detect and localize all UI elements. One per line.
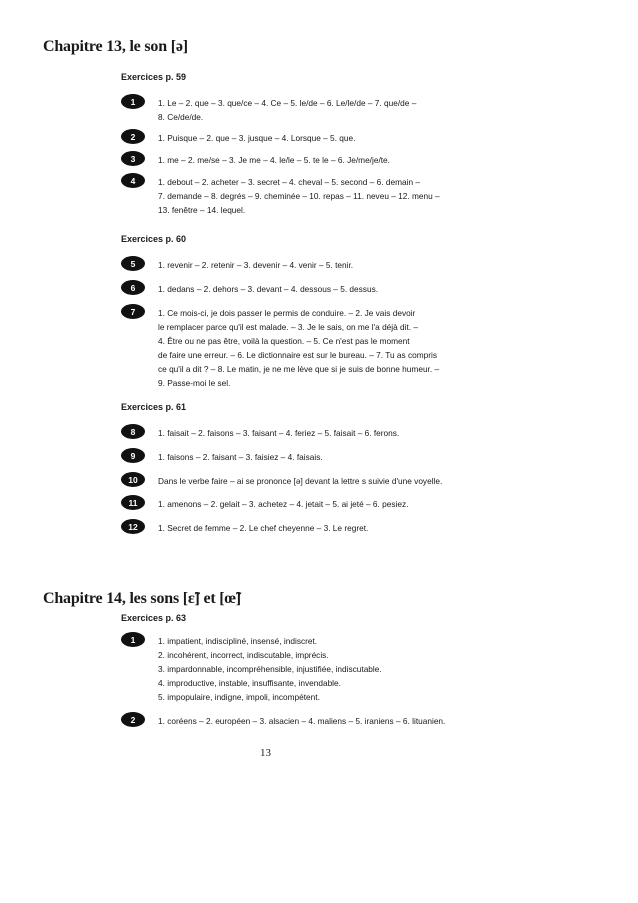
- answer-line: 4. improductive, instable, insuffisante, invendable.: [158, 678, 341, 688]
- exercise-14-2: [121, 714, 521, 728]
- chapter-14-title: Chapitre 14, les sons [ɛ̃] et [œ̃]: [43, 590, 241, 607]
- answer-line: 1. revenir – 2. retenir – 3. devenir – 4. venir – 5. tenir.: [158, 260, 354, 270]
- answer-line: 1. faisons – 2. faisant – 3. faisiez – 4. faisais.: [158, 452, 323, 462]
- exercise-answer: [158, 426, 399, 440]
- answer-line: 3. impardonnable, incompréhensible, injustifiée, indiscutable.: [158, 664, 382, 674]
- exercise-answer: [158, 474, 442, 488]
- section-heading-p60: Exercices p. 60: [121, 234, 187, 244]
- exercise-13-11: [121, 497, 521, 511]
- answer-line: 1. Le – 2. que – 3. que/ce – 4. Ce – 5. le/de – 6. Le/le/de – 7. que/de –: [158, 98, 417, 108]
- answer-line: ce qu'il a dit ? – 8. Le matin, je ne me lève que si je suis de bonne humeur. –: [158, 364, 440, 374]
- answer-line: 4. Être ou ne pas être, voilà la question. – 5. Ce n'est pas le moment: [158, 336, 410, 346]
- section-heading-p63: Exercices p. 63: [121, 613, 187, 623]
- exercise-13-4: [121, 175, 521, 217]
- answer-line: 1. coréens – 2. européen – 3. alsacien – 4. maliens – 5. iraniens – 6. lituanien.: [158, 716, 446, 726]
- exercise-answer: [158, 306, 439, 390]
- exercise-answer: [158, 634, 382, 704]
- exercise-number-badge: 5: [121, 256, 145, 271]
- exercise-answer: [158, 450, 323, 464]
- exercise-answer: [158, 282, 378, 296]
- answer-line: 1. Puisque – 2. que – 3. jusque – 4. Lorsque – 5. que.: [158, 133, 356, 143]
- exercise-13-10: [121, 474, 521, 488]
- answer-line: 1. Ce mois-ci, je dois passer le permis de conduire. – 2. Je vais devoir: [158, 308, 416, 318]
- answer-line: 1. dedans – 2. dehors – 3. devant – 4. dessous – 5. dessus.: [158, 284, 379, 294]
- exercise-13-2: [121, 131, 521, 145]
- exercise-14-1: [121, 634, 521, 704]
- exercise-number-badge: 7: [121, 304, 145, 319]
- exercise-13-7: [121, 306, 521, 390]
- exercise-answer: [158, 258, 353, 272]
- exercise-number-badge: 1: [121, 94, 145, 109]
- answer-line: 1. Secret de femme – 2. Le chef cheyenne – 3. Le regret.: [158, 523, 369, 533]
- answer-line: 9. Passe-moi le sel.: [158, 378, 231, 388]
- exercise-number-badge: 3: [121, 151, 145, 166]
- exercise-answer: [158, 497, 408, 511]
- section-heading-p61: Exercices p. 61: [121, 402, 187, 412]
- exercise-number-badge: 8: [121, 424, 145, 439]
- answer-line: de faire une erreur. – 6. Le dictionnaire est sur le bureau. – 7. Tu as compris: [158, 350, 438, 360]
- exercise-13-3: [121, 153, 521, 167]
- answer-line: 5. impopulaire, indigne, impoli, incompétent.: [158, 692, 320, 702]
- answer-line: 1. amenons – 2. gelait – 3. achetez – 4. jetait – 5. ai jeté – 6. pesiez.: [158, 499, 409, 509]
- exercise-answer: [158, 96, 416, 124]
- answer-line: le remplacer parce qu'il est malade. – 3. Je le sais, on me l'a déjà dit. –: [158, 322, 419, 332]
- answer-line: 2. incohérent, incorrect, indiscutable, imprécis.: [158, 650, 329, 660]
- exercise-answer: [158, 175, 440, 217]
- exercise-13-6: [121, 282, 521, 296]
- answer-line: 1. debout – 2. acheter – 3. secret – 4. cheval – 5. second – 6. demain –: [158, 177, 420, 187]
- answer-line: 8. Ce/de/de.: [158, 112, 204, 122]
- exercise-13-8: [121, 426, 521, 440]
- exercise-13-12: [121, 521, 521, 535]
- exercise-number-badge: 10: [121, 472, 145, 487]
- answer-line: 13. fenêtre – 14. lequel.: [158, 205, 246, 215]
- answer-line: 1. impatient, indiscipliné, insensé, indiscret.: [158, 636, 318, 646]
- answer-line: Dans le verbe faire – ai se prononce [ə] devant la lettre s suivie d'une voyelle.: [158, 476, 443, 486]
- exercise-13-1: [121, 96, 521, 124]
- exercise-13-9: [121, 450, 521, 464]
- answer-line: 1. me – 2. me/se – 3. Je me – 4. le/le – 5. te le – 6. Je/me/je/te.: [158, 155, 390, 165]
- exercise-number-badge: 11: [121, 495, 145, 510]
- exercise-13-5: [121, 258, 521, 272]
- page-number: 13: [260, 747, 271, 759]
- answer-line: 1. faisait – 2. faisons – 3. faisant – 4. feriez – 5. faisait – 6. ferons.: [158, 428, 400, 438]
- exercise-number-badge: 9: [121, 448, 145, 463]
- exercise-answer: [158, 714, 445, 728]
- exercise-number-badge: 6: [121, 280, 145, 295]
- section-heading-p59: Exercices p. 59: [121, 72, 187, 82]
- exercise-answer: [158, 521, 368, 535]
- answer-line: 7. demande – 8. degrés – 9. cheminée – 10. repas – 11. neveu – 12. menu –: [158, 191, 440, 201]
- exercise-answer: [158, 153, 390, 167]
- exercise-number-badge: 2: [121, 712, 145, 727]
- exercise-number-badge: 2: [121, 129, 145, 144]
- exercise-number-badge: 12: [121, 519, 145, 534]
- chapter-13-title: Chapitre 13, le son [ə]: [43, 38, 188, 55]
- exercise-answer: [158, 131, 355, 145]
- exercise-number-badge: 4: [121, 173, 145, 188]
- exercise-number-badge: 1: [121, 632, 145, 647]
